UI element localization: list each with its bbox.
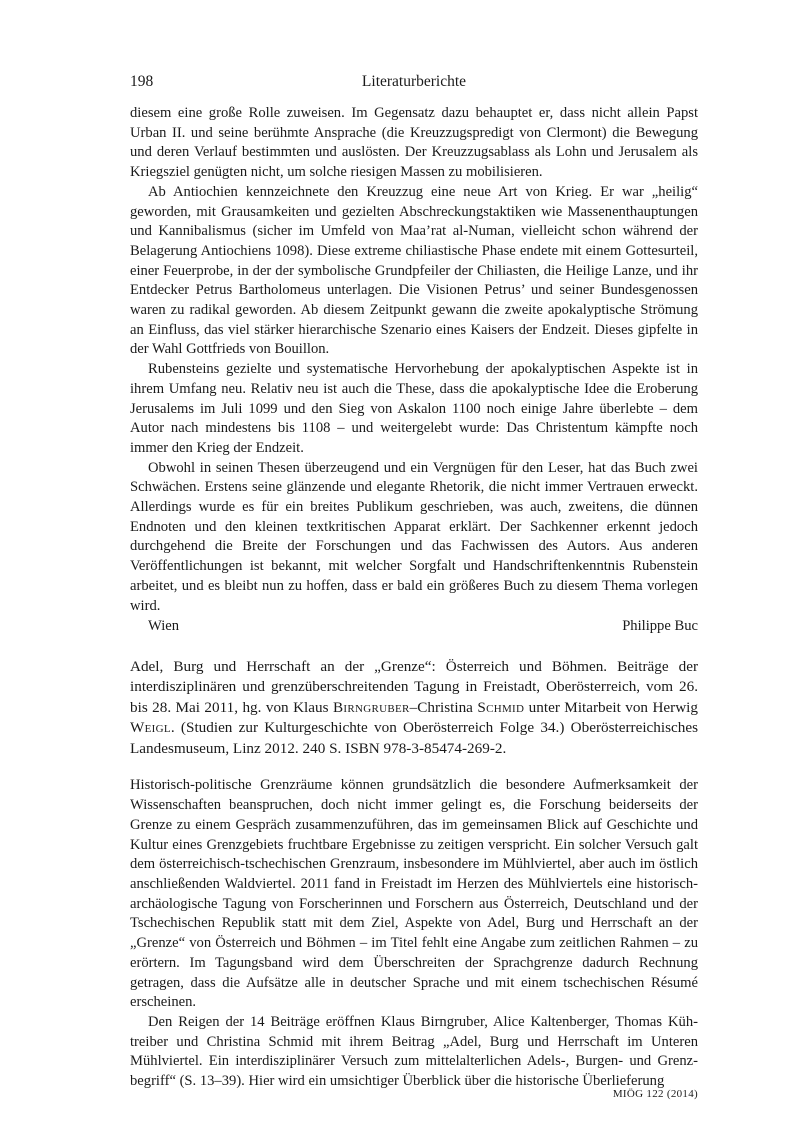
journal-footer: MIÖG 122 (2014): [612, 1088, 698, 1100]
signature-place: Wien: [148, 618, 180, 635]
paragraph: Den Reigen der 14 Beiträge eröffnen Klaus Birngruber, Alice Kaltenberger, Thomas Kühtreiber und Christina Schmid mit ihrem Beitrag „Adel, Burg und Herrschaft im Unteren Mühlviertel. Ein interdisziplinärer Versuch zum mittelalterlichen Adels-, Burgen- und Grenzbegriff“ (S. 13–39). Hier wird ein umsichtiger Überblick über die historische Überlieferung: [130, 1013, 698, 1090]
review-signature: [130, 617, 698, 637]
heading-text: unter Mitarbeit von Herwig: [524, 698, 698, 716]
signature-author: Philippe Buc: [622, 618, 698, 635]
page-header: [130, 72, 698, 92]
previous-review-body: [130, 104, 698, 637]
heading-text: –Christina: [409, 698, 478, 716]
paragraph: Rubensteins gezielte und systematische Hervorhebung der apokalyptischen Aspekte ist in ihrem Umfang neu. Relativ neu ist auch die These, dass die apokalyptische Idee die Eroberung Jerusalems im Juli 1099 und den Sieg von Askalon 1100 noch einige Jahre überlebte – dem Autor nach mindestens bis 1108 – und weitergelebt wurde: Das Christentum kämpfte noch immer den Krieg der Endzeit.: [130, 361, 698, 456]
paragraph: Ab Antiochien kennzeichnete den Kreuzzug eine neue Art von Krieg. Er war „heilig“ geworden, mit Grausamkeiten und gezielten Abschreckungstaktiken wie Massenenthauptungen und Kannibalismus (sicher im Umfeld von Maa’rat al-Numan, vielleicht schon während der Belagerung Antiochiens 1098). Diese extreme chiliastische Phase endete mit einem Gottesurteil, einer Feuerprobe, in der der symbolische Grundpfeiler der Chiliasten, die Heilige Lanze, und ihr Entdecker Petrus Bartholomeus unterlagen. Die Visionen Petrus’ und seiner Bundesgenossen waren zu radikal geworden. Ab diesem Zeitpunkt gewann die zweite apokalyptische Strömung an Einfluss, das viel stärker hierarchische Szenario eines Kaisers der Endzeit. Dieses gipfelte in der Wahl Gottfrieds von Bouillon.: [130, 183, 698, 358]
page-number: 198: [130, 73, 154, 90]
review-heading: [130, 657, 698, 760]
editor-name: Birngruber: [332, 698, 410, 716]
editor-name: Weigl: [130, 719, 171, 737]
paragraph: diesem eine große Rolle zuweisen. Im Gegensatz dazu behauptet er, dass nicht allein Papst Urban II. und seine berühmte Ansprache (die Kreuzzugspredigt von Clermont) die Bewegung und deren Verlauf bestimmten und auslösten. Der Kreuzzugsablass als Lohn und Jerusalem als Kriegsziel genügten nicht, um solche riesigen Massen zu mobilisieren.: [130, 105, 698, 181]
paragraph: Historisch-politische Grenzräume können grundsätzlich die besondere Aufmerksamkeit der Wissenschaften beanspruchen, doch nicht immer gelingt es, die Forschung beiderseits der Grenze zu einem Gespräch zusammenzuführen, das im gemeinsamen Blick auf Geschichte und Kultur eines Grenzgebiets fruchtbare Ergebnisse zu zeitigen verspricht. Ein solcher Versuch galt dem österreichisch-tschechischen Grenzraum, insbesondere im Mühlviertel, aber auch im östlich anschließenden Waldviertel. 2011 fand in Freistadt im Herzen des Mühlviertels eine historisch-archäologische Tagung von Forscherinnen und Forschern aus Österreich, Deutschland und der Tschechischen Republik statt mit dem Ziel, Aspekte von Adel, Burg und Herrschaft an der „Grenze“ von Österreich und Böhmen – im Titel fehlt eine Angabe zum zeitlichen Rahmen – zu erörtern. Im Tagungsband wird dem Überschreiten der Sprachgrenze dadurch Rechnung getragen, dass die Aufsätze alle in deutscher Sprache und mit einem tschechischen Résumé erscheinen.: [130, 777, 698, 1011]
heading-text: Adel, Burg und Herrschaft an der „Grenze“: Österreich und Böhmen. Beiträge der interdisziplinären und grenzüberschreitenden Tagung in Freistadt, Oberösterreich, vom 26. bis 28. Mai 2011, hg. von Klaus: [130, 657, 698, 716]
paragraph: Obwohl in seinen Thesen überzeugend und ein Vergnügen für den Leser, hat das Buch zwei Schwächen. Erstens seine glänzende und elegante Rhetorik, die nicht immer Vertrauen erweckt. Allerdings wurde es für ein breites Publikum geschrieben, was auch, zweitens, die dünnen Endnoten und den kleinen textkritischen Apparat erklärt. Der Sachkenner erkennt jedoch durchgehend die Breite der Forschungen und das Fachwissen des Autors. Aus anderen Veröffentlichungen ist bekannt, mit welcher Sorgfalt und Handschriftenkenntnis Rubenstein arbeitet, und es bleibt nun zu hoffen, dass er bald ein größeres Buch zu diesem Thema vorlegen wird.: [130, 459, 698, 614]
heading-text: . (Studien zur Kulturgeschichte von Oberösterreich Folge 34.) Oberösterreichisches Landesmuseum, Linz 2012. 240 S. ISBN 978-3-85474-269-2.: [130, 719, 698, 757]
running-title: Literaturberichte: [361, 73, 467, 90]
editor-name: Schmid: [477, 698, 525, 716]
page: [130, 72, 698, 1100]
review-body: [130, 776, 698, 1091]
